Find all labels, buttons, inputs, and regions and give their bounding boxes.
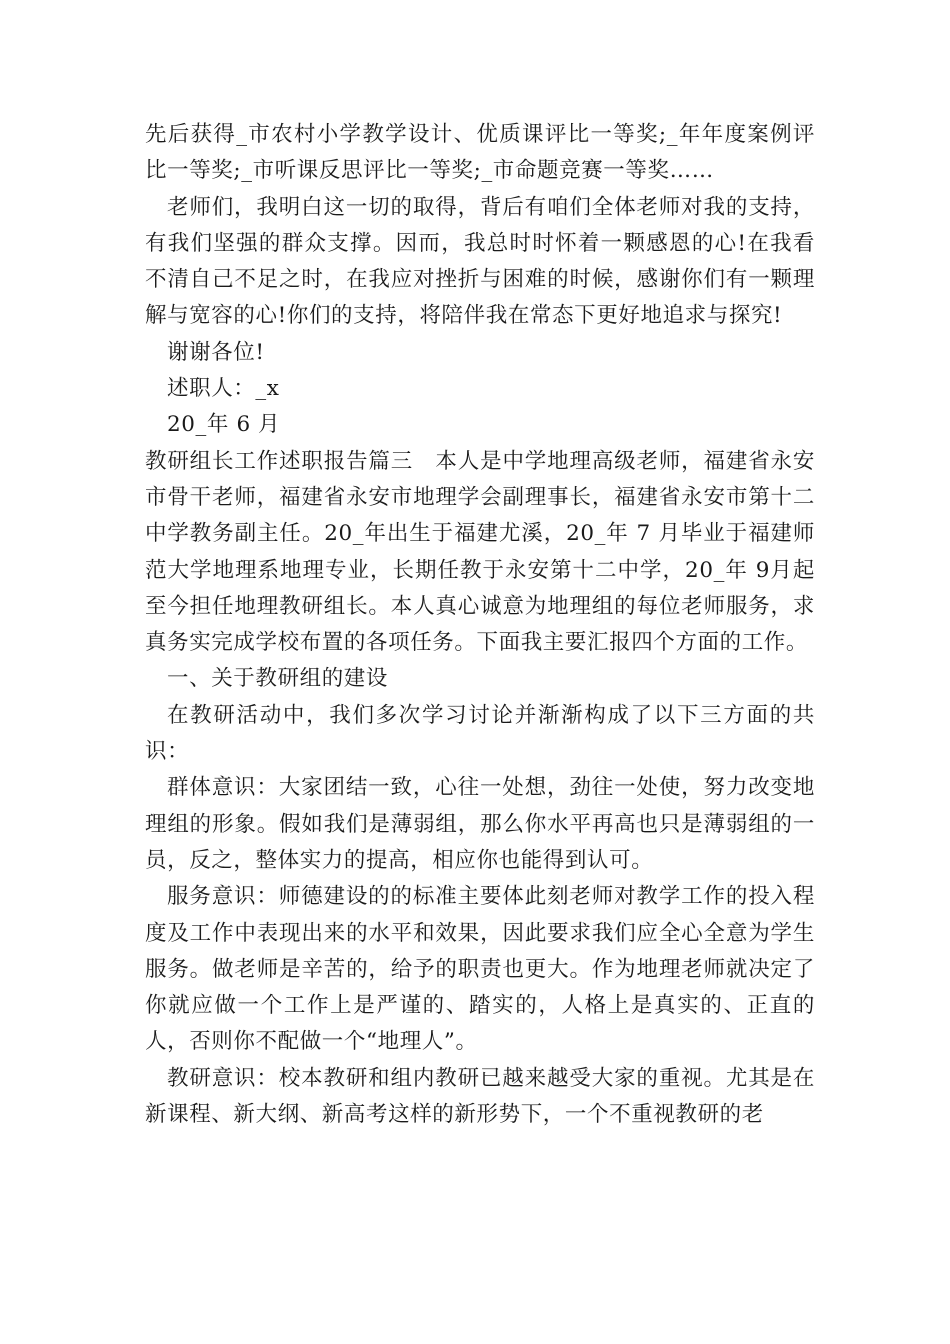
- paragraph-thank-you: 谢谢各位!: [167, 339, 265, 365]
- paragraph-service-awareness: 服务意识：师德建设的的标准主要体此刻老师对教学工作的投入程度及工作中表现出来的水平和效果，因此要求我们应全心全意为学生服务。做老师是辛苦的，给予的职责也更大。作为地理老师就决定了你就应做一个工作上是严谨的、踏实的，人格上是真实的、正直的人，否则你不配做一个“地理人”。: [145, 884, 815, 1055]
- document-body: [145, 117, 815, 1133]
- section-heading-team-building: 一、关于教研组的建设: [167, 666, 389, 692]
- paragraph-consensus: 在教研活动中，我们多次学习讨论并渐渐构成了以下三方面的共识：: [145, 702, 815, 765]
- paragraph-date: 20_年 6 月: [167, 412, 281, 438]
- paragraph-research-awareness: 教研意识：校本教研和组内教研已越来越受大家的重视。尤其是在新课程、新大纲、新高考这样的新形势下，一个不重视教研的老: [145, 1065, 815, 1128]
- paragraph-thanks-colleagues: 老师们，我明白这一切的取得，背后有咱们全体老师对我的支持，有我们坚强的群众支撑。因而，我总时时怀着一颗感恩的心!在我看不清自己不足之时，在我应对挫折与困难的时候，感谢你们有一颗理解与宽容的心!你们的支持，将陪伴我在常态下更好地追求与探究!: [145, 194, 815, 329]
- paragraph-group-awareness: 群体意识：大家团结一致，心往一处想，劲往一处使，努力改变地理组的形象。假如我们是薄弱组，那么你水平再高也只是薄弱组的一员，反之，整体实力的提高，相应你也能得到认可。: [145, 775, 815, 873]
- paragraph-signature: 述职人：_x: [167, 376, 280, 402]
- paragraph-report-three-intro: 教研组长工作述职报告篇三 本人是中学地理高级老师，福建省永安市骨干老师，福建省永安市地理学会副理事长，福建省永安市第十二中学教务副主任。20_年出生于福建尤溪，20_年 7 月毕业于福建师范大学地理系地理专业，长期任教于永安第十二中学，20_年 9月起至今担任地理教研组长。本人真心诚意为地理组的每位老师服务，求真务实完成学校布置的各项任务。下面我主要汇报四个方面的工作。: [145, 448, 815, 656]
- paragraph-awards: 先后获得_市农村小学教学设计、优质课评比一等奖;_年年度案例评比一等奖;_市听课反思评比一等奖;_市命题竞赛一等奖……: [145, 122, 815, 184]
